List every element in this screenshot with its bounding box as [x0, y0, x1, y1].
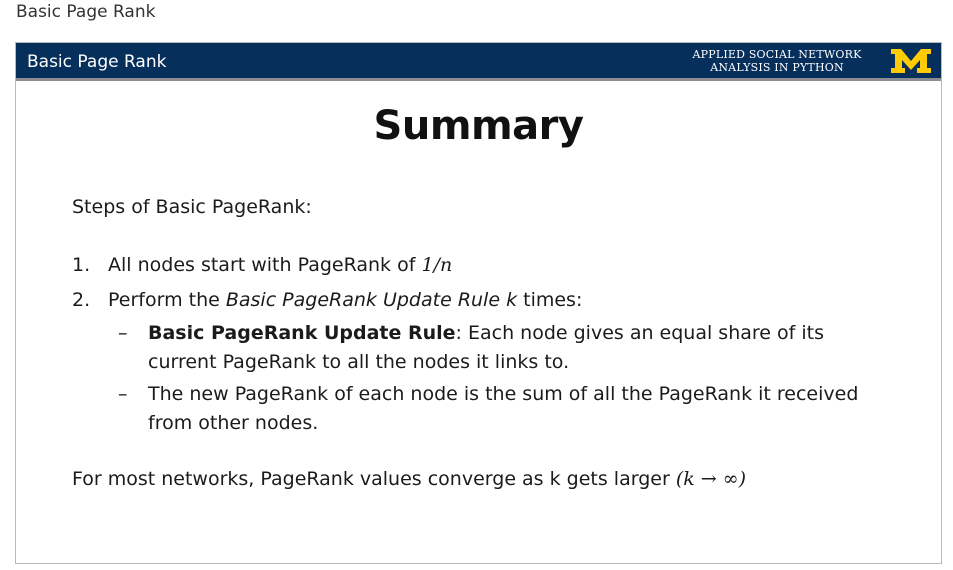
- page-heading: Basic Page Rank: [16, 2, 156, 22]
- dash-bullet: –: [118, 322, 128, 344]
- math-expression: 1/n: [421, 254, 453, 276]
- step-text-part: times:: [517, 289, 583, 311]
- bold-term: Basic PageRank Update Rule: [148, 322, 456, 344]
- course-name-line2: ANALYSIS IN PYTHON: [710, 61, 844, 74]
- university-logo-icon: [890, 47, 932, 75]
- conclusion-text: [72, 468, 746, 490]
- steps-heading: Steps of Basic PageRank:: [72, 196, 312, 218]
- step-italic-term: Basic PageRank Update Rule k: [225, 289, 518, 311]
- step-number: 2.: [72, 289, 91, 311]
- slide: [15, 42, 942, 564]
- sub-item-text-part: : Each node gives an equal share of its current PageRank to all the nodes it links to.: [148, 322, 824, 373]
- conclusion-text-part: For most networks, PageRank values converge as k gets larger: [72, 468, 676, 490]
- step-text: [108, 254, 452, 276]
- course-name: [672, 48, 882, 74]
- step-text: [108, 289, 582, 311]
- dash-bullet: –: [118, 383, 128, 405]
- course-name-line1: APPLIED SOCIAL NETWORK: [692, 48, 862, 61]
- step-text-part: Perform the: [108, 289, 226, 311]
- step-text-part: All nodes start with PageRank of: [108, 254, 422, 276]
- step-number: 1.: [72, 254, 91, 276]
- slide-header-title: Basic Page Rank: [27, 52, 167, 72]
- slide-header-bar: [16, 43, 941, 81]
- math-expression: (k → ∞): [675, 468, 746, 490]
- slide-title: Summary: [373, 103, 584, 149]
- sub-item-text: [148, 319, 868, 377]
- sub-item-text: The new PageRank of each node is the sum of all the PageRank it received from other nodes.: [148, 383, 859, 434]
